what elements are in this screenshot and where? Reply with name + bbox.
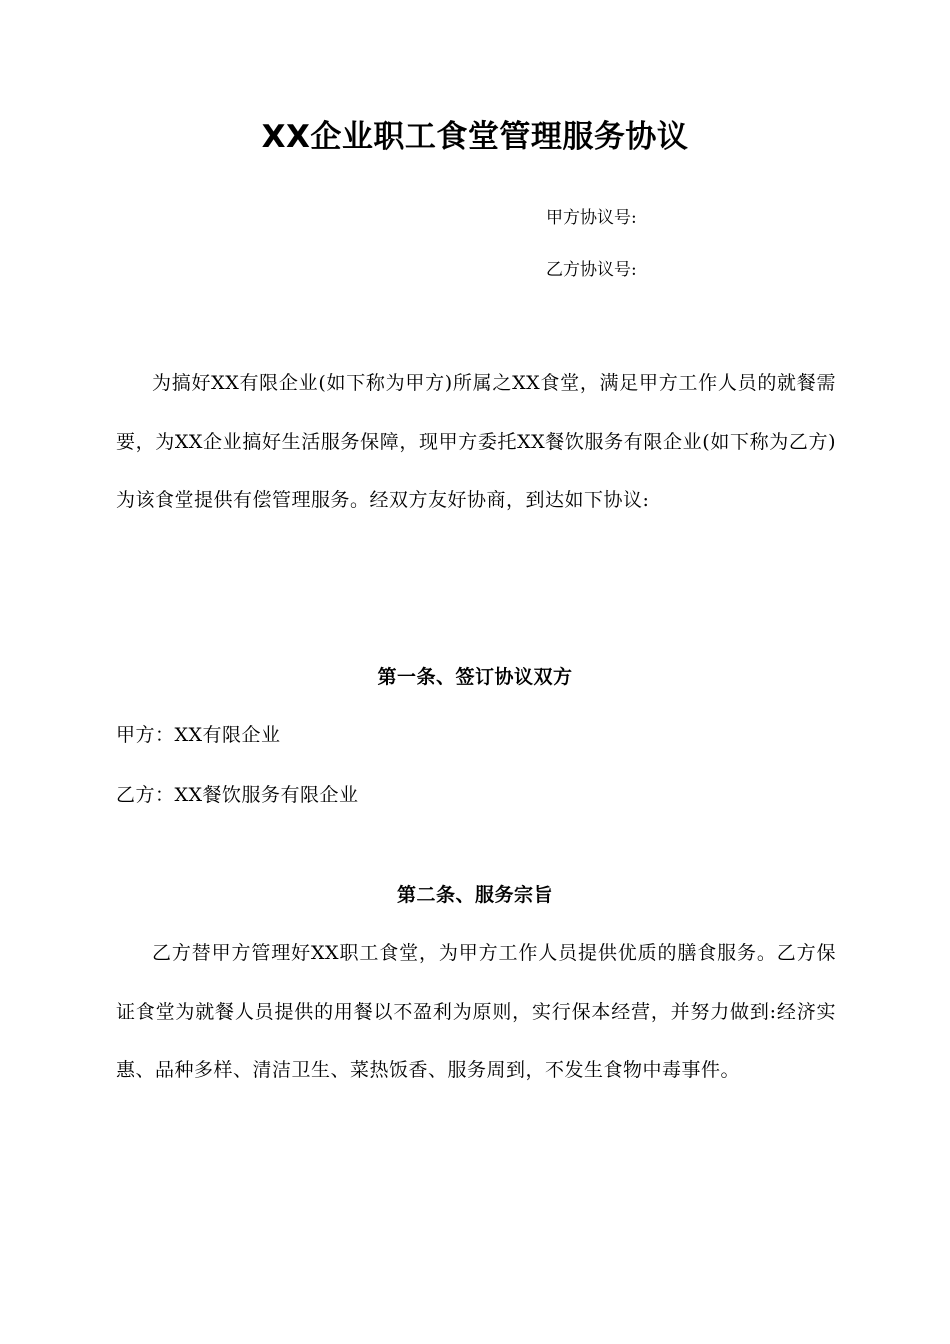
section-2-body: 乙方替甲方管理好XX职工食堂，为甲方工作人员提供优质的膳食服务。乙方保证食堂为就餐人员提供的用餐以不盈利为原则，实行保本经营，并努力做到:经济实惠、品种多样、清洁卫生、菜热饭香、服务周到，不发生食物中毒事件。 [116, 942, 836, 1081]
party-a-agreement-number: 甲方协议号: [546, 208, 637, 228]
section-2-heading: 第二条、服务宗旨 [396, 884, 553, 906]
party-b-agreement-number: 乙方协议号: [546, 260, 637, 280]
section-1-heading: 第一条、签订协议双方 [377, 666, 573, 688]
party-a-line: 甲方：XX有限企业 [116, 724, 281, 746]
document-title: XX企业职工食堂管理服务协议 [261, 119, 689, 155]
intro-paragraph: 为搞好XX有限企业(如下称为甲方)所属之XX食堂，满足甲方工作人员的就餐需要，为XX企业搞好生活服务保障，现甲方委托XX餐饮服务有限企业(如下称为乙方)为该食堂提供有偿管理服务。经双方友好协商，到达如下协议: [116, 372, 836, 511]
party-b-line: 乙方：XX餐饮服务有限企业 [116, 784, 359, 806]
